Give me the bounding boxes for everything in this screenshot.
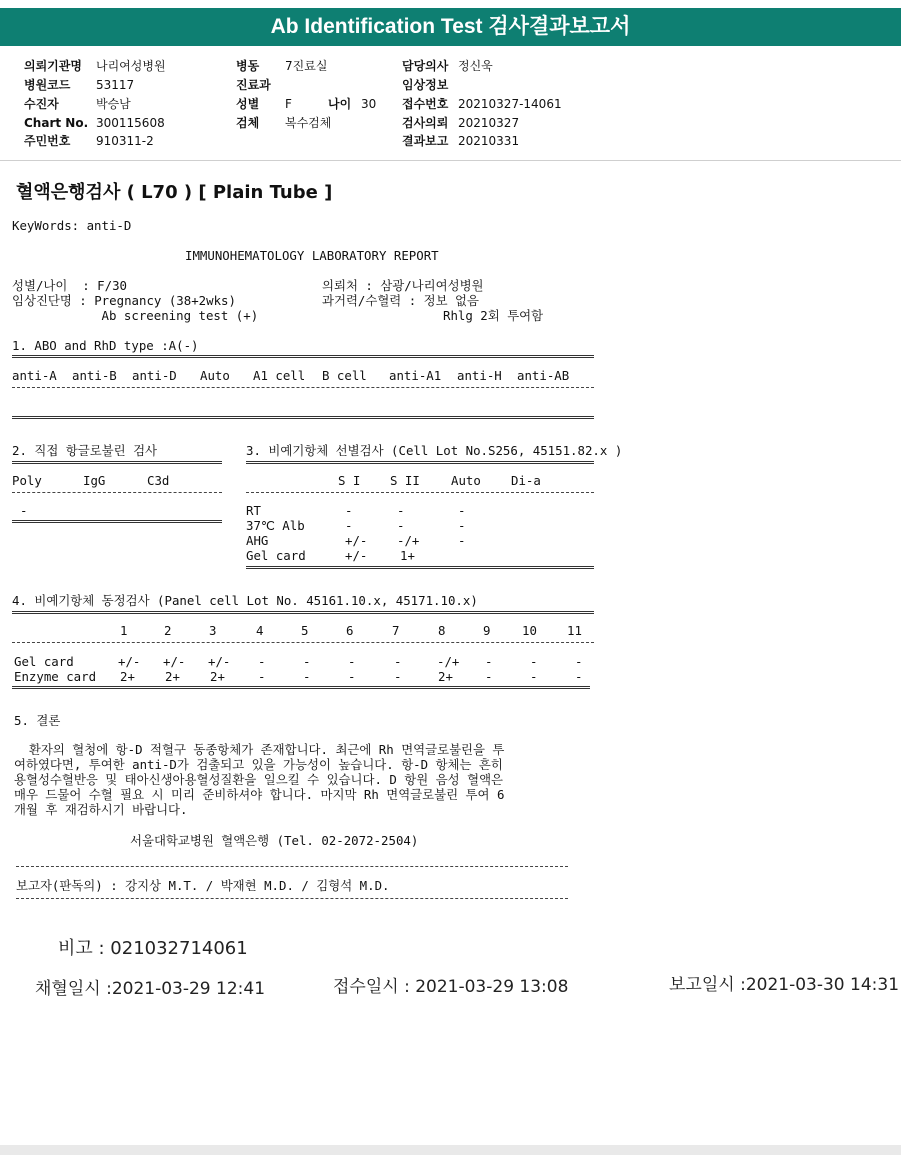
sex-value: F (285, 97, 292, 111)
abo-header: anti-D (132, 368, 177, 383)
screen-row-label: RT (246, 503, 261, 518)
abo-header: anti-A1 (389, 368, 442, 383)
single-rule (12, 642, 594, 643)
abo-header: anti-H (457, 368, 502, 383)
panel-cell: - (348, 669, 356, 684)
examinee-value: 박승남 (96, 97, 131, 111)
double-rule (246, 566, 594, 569)
panel-header: 4 (256, 623, 264, 638)
request-label: 검사의뢰 (402, 116, 449, 130)
hospital-label: 의뢰기관명 (24, 59, 82, 73)
panel-header: 8 (438, 623, 446, 638)
conclusion-line: 환자의 혈청에 항-D 적혈구 동종항체가 존재합니다. 최근에 Rh 면역글로불린을 투 (14, 742, 505, 757)
panel-cell: - (575, 669, 583, 684)
chart-value: 300115608 (96, 116, 165, 130)
single-rule (12, 387, 594, 388)
panel-cell: - (530, 654, 538, 669)
screen-cell: - (458, 503, 466, 518)
dat-title: 2. 직접 항글로불린 검사 (12, 443, 158, 458)
panel-cell: +/- (208, 654, 231, 669)
panel-header: 5 (301, 623, 309, 638)
age-value: 30 (361, 97, 377, 111)
reporter: 보고자(판독의) : 강지상 M.T. / 박재현 M.D. / 김형석 M.D. (16, 878, 390, 893)
panel-cell: - (485, 654, 493, 669)
hospital-value: 나리여성병원 (96, 59, 166, 73)
panel-cell: +/- (118, 654, 141, 669)
double-rule (12, 686, 590, 689)
panel-row-label: Gel card (14, 654, 74, 669)
double-rule (12, 416, 594, 419)
screen-cell: - (345, 518, 353, 533)
panel-cell: +/- (163, 654, 186, 669)
panel-cell: -/+ (437, 654, 460, 669)
reported-datetime: 보고일시 :2021-03-30 14:31 (669, 975, 900, 995)
screen-cell: +/- (345, 533, 368, 548)
panel-header: 6 (346, 623, 354, 638)
screen-cell: - (397, 503, 405, 518)
single-rule (12, 492, 222, 493)
screen-cell: +/- (345, 548, 368, 563)
receipt-no-label: 접수번호 (402, 97, 449, 111)
panel-cell: 2+ (120, 669, 135, 684)
received-datetime: 접수일시 : 2021-03-29 13:08 (333, 977, 569, 997)
examinee-label: 수진자 (24, 97, 59, 111)
abo-title: 1. ABO and RhD type :A(-) (12, 338, 199, 353)
screen-cell: 1+ (400, 548, 415, 563)
abo-header: A1 cell (253, 368, 306, 383)
panel-header: 3 (209, 623, 217, 638)
report-title-bar (0, 8, 901, 46)
abo-header: anti-AB (517, 368, 570, 383)
report-date-label: 결과보고 (402, 134, 449, 148)
doctor-value: 정신욱 (458, 59, 493, 73)
screen-cell: - (345, 503, 353, 518)
receipt-no-value: 20210327-14061 (458, 97, 562, 111)
keywords: KeyWords: anti-D (12, 218, 132, 233)
institution: 서울대학교병원 혈액은행 (Tel. 02-2072-2504) (130, 833, 419, 848)
panel-header: 2 (164, 623, 172, 638)
header-divider (0, 160, 901, 161)
code-label: 병원코드 (24, 78, 71, 92)
info-history: 과거력/수혈력 : 정보 없음 (322, 293, 479, 308)
sex-label: 성별 (236, 97, 260, 111)
double-rule (246, 461, 594, 464)
screen-header: S II (390, 473, 420, 488)
single-rule (16, 866, 568, 867)
panel-title: 4. 비예기항체 동정검사 (Panel cell Lot No. 45161.10.x, 45171.10.x) (12, 593, 478, 608)
panel-cell: - (258, 654, 266, 669)
conclusion-line: 매우 드물어 수혈 필요 시 미리 준비하셔야 합니다. 마지막 Rh 면역글로불린 투여 6 (14, 787, 505, 802)
chart-label: Chart No. (24, 116, 89, 130)
single-rule (16, 898, 568, 899)
double-rule (12, 520, 222, 523)
conclusion-line: 용혈성수혈반응 및 태아신생아용혈성질환을 일으킬 수 있습니다. D 항원 음성 혈액은 (14, 772, 504, 787)
dat-header: IgG (83, 473, 106, 488)
panel-cell: - (575, 654, 583, 669)
memo: 비고 : 021032714061 (58, 938, 248, 959)
panel-cell: - (485, 669, 493, 684)
panel-header: 10 (522, 623, 537, 638)
panel-cell: - (303, 669, 311, 684)
panel-cell: - (258, 669, 266, 684)
screen-title: 3. 비예기항체 선별검사 (Cell Lot No.S256, 45151.82.x ) (246, 443, 623, 458)
abo-header: B cell (322, 368, 367, 383)
info-rhig: Rhlg 2회 투여함 (443, 308, 544, 323)
info-requester: 의뢰처 : 삼광/나리여성병원 (322, 278, 484, 293)
screen-header: Auto (451, 473, 481, 488)
panel-cell: - (394, 654, 402, 669)
panel-header: 9 (483, 623, 491, 638)
double-rule (12, 355, 594, 358)
panel-cell: - (394, 669, 402, 684)
panel-cell: - (530, 669, 538, 684)
screen-header: Di-a (511, 473, 541, 488)
screen-header: S I (338, 473, 361, 488)
lab-report-title: IMMUNOHEMATOLOGY LABORATORY REPORT (185, 248, 439, 263)
section-title: 혈액은행검사 ( L70 ) [ Plain Tube ] (16, 182, 333, 203)
conclusion-line: 개월 후 재검하시기 바랍니다. (14, 802, 188, 817)
single-rule (246, 492, 594, 493)
panel-cell: 2+ (165, 669, 180, 684)
info-screening: Ab screening test (+) (12, 308, 259, 323)
conclusion-title: 5. 결론 (14, 713, 61, 728)
panel-row-label: Enzyme card (14, 669, 97, 684)
screen-cell: - (458, 533, 466, 548)
panel-cell: 2+ (438, 669, 453, 684)
report-title: Ab Identification Test 검사결과보고서 (270, 15, 631, 38)
conclusion-line: 여하였다면, 투여한 anti-D가 검출되고 있을 가능성이 높습니다. 항-D 항체는 흔히 (14, 757, 503, 772)
abo-header: Auto (200, 368, 230, 383)
screen-cell: - (458, 518, 466, 533)
age-label: 나이 (328, 97, 352, 111)
info-diagnosis: 임상진단명 : Pregnancy (38+2wks) (12, 293, 236, 308)
ward-value: 7진료실 (285, 59, 328, 73)
screen-row-label: Gel card (246, 548, 306, 563)
abo-header: anti-B (72, 368, 117, 383)
panel-header: 11 (567, 623, 582, 638)
panel-cell: - (348, 654, 356, 669)
screen-row-label: AHG (246, 533, 269, 548)
screen-cell: -/+ (397, 533, 420, 548)
panel-cell: 2+ (210, 669, 225, 684)
dept-label: 진료과 (236, 78, 271, 92)
dat-value: - (20, 503, 28, 518)
code-value: 53117 (96, 78, 135, 92)
doctor-label: 담당의사 (402, 59, 449, 73)
dat-header: Poly (12, 473, 42, 488)
panel-cell: - (303, 654, 311, 669)
abo-header: anti-A (12, 368, 57, 383)
id-label: 주민번호 (24, 134, 71, 148)
panel-header: 1 (120, 623, 128, 638)
double-rule (12, 611, 594, 614)
specimen-label: 검체 (236, 116, 260, 130)
id-value: 910311-2 (96, 134, 154, 148)
ward-label: 병동 (236, 59, 260, 73)
clinical-label: 임상정보 (402, 78, 449, 92)
collected-datetime: 채혈일시 :2021-03-29 12:41 (35, 979, 266, 999)
report-date-value: 20210331 (458, 134, 520, 148)
info-sex-age: 성별/나이 : F/30 (12, 278, 128, 293)
request-value: 20210327 (458, 116, 520, 130)
panel-header: 7 (392, 623, 400, 638)
double-rule (12, 461, 222, 464)
bottom-bar (0, 1145, 901, 1155)
dat-header: C3d (147, 473, 170, 488)
specimen-value: 복수검체 (285, 116, 332, 130)
screen-row-label: 37℃ Alb (246, 518, 305, 533)
screen-cell: - (397, 518, 405, 533)
